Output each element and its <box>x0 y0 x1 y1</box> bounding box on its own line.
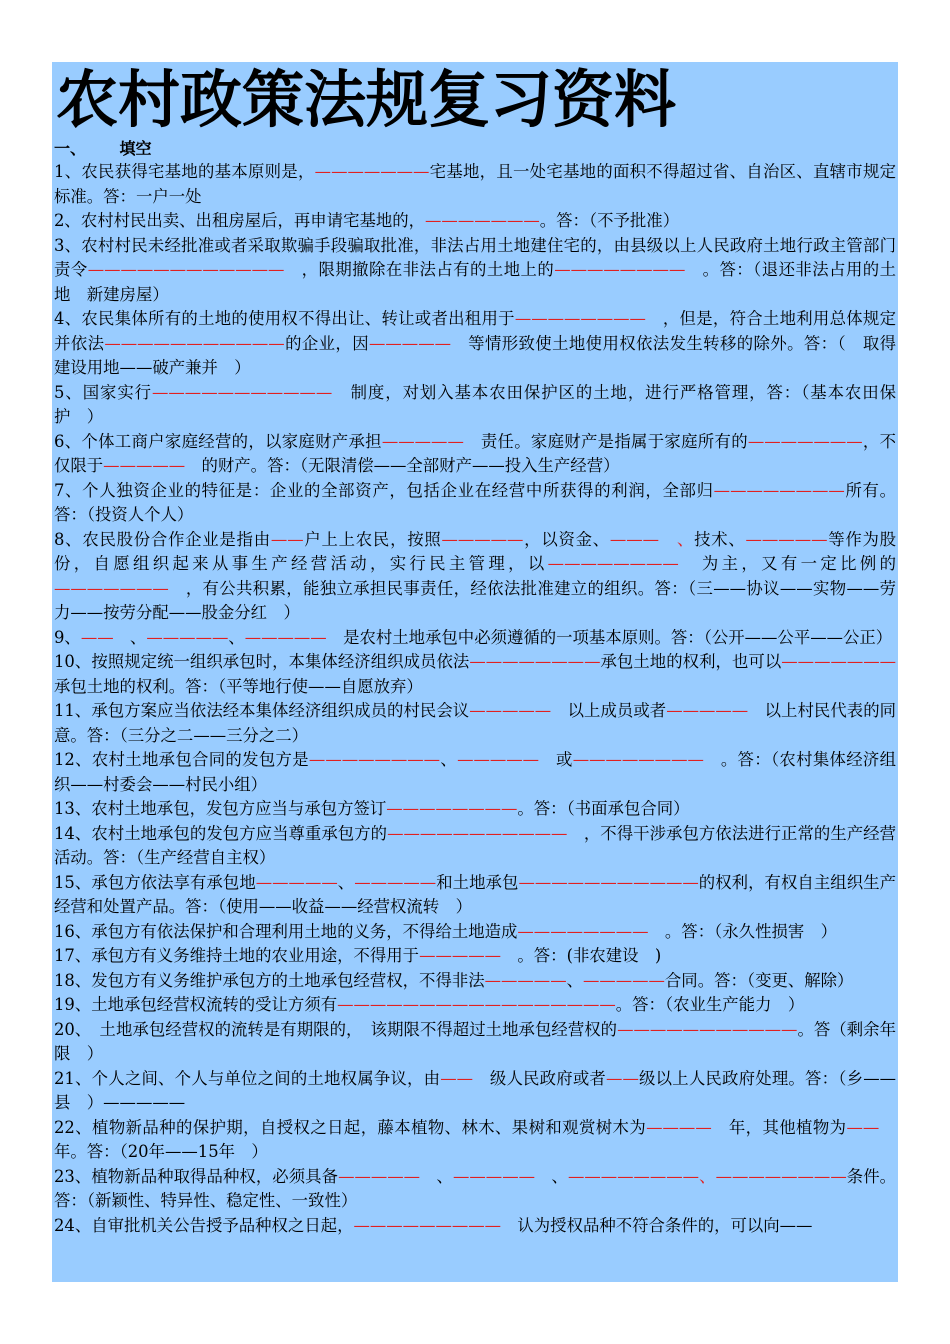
answer-blank: ——————————— <box>518 872 699 892</box>
question-text: 。答：（农业生产能力 ） <box>615 995 805 1014</box>
question-item <box>54 797 896 822</box>
question-text: 级人民政府或者 <box>473 1068 607 1088</box>
question-item <box>54 1018 896 1067</box>
question-text: 7、个人独资企业的特征是：企业的全部资产，包括企业在经营中所获得的利润，全部归 <box>54 480 714 500</box>
answer-blank: ———————— <box>514 309 646 328</box>
question-text: 。答（剩余年限 ） <box>54 1019 896 1063</box>
question-text: 23、植物新品种取得品种权，必须具备 <box>54 1166 339 1186</box>
question-text: 或 <box>539 750 573 769</box>
answer-blank: ————— <box>441 529 524 549</box>
question-item <box>54 969 896 994</box>
question-item <box>54 920 896 945</box>
answer-blank: ———————————— <box>87 260 285 279</box>
answer-blank: ————————、 <box>567 1166 716 1186</box>
question-text: 级以上人民政府处理。答：（乡——县 ）————— <box>54 1068 897 1112</box>
question-text: 、 <box>420 1166 454 1186</box>
question-item <box>54 479 896 528</box>
answer-blank: ——————— <box>54 578 169 598</box>
question-item <box>54 626 896 651</box>
question-text: 合同。答：（变更、解除） <box>664 970 854 990</box>
question-text: 14、农村土地承包的发包方应当尊重承包方的 <box>54 823 388 843</box>
question-text: 承包土地的权利，也可以 <box>600 652 782 671</box>
question-text <box>659 530 677 549</box>
answer-blank: ———————— <box>554 260 686 279</box>
answer-blank: ——————————— <box>152 382 333 402</box>
section-heading <box>52 138 898 160</box>
question-text: 、 <box>440 750 458 769</box>
question-text: ，不得干涉承包方依法进行正常的生产经营活动。答：（生产经营自主权） <box>54 823 897 867</box>
question-text: 。答：（永久性损害 ） <box>648 921 838 941</box>
answer-blank: 、 <box>676 529 695 549</box>
question-text: 。答：（农村集体经济组织——村委会——村民小组） <box>54 750 897 794</box>
question-text: 制度，对划入基本农田保护区的土地，进行严格管理，答：（基本农田保护 ） <box>54 382 896 426</box>
question-text: 18、发包方有义务维护承包方的土地承包经营权，不得非法 <box>54 970 485 990</box>
answer-blank: —— <box>270 529 304 549</box>
answer-blank: ———— <box>646 1117 712 1137</box>
answer-blank: ————— <box>338 1166 421 1186</box>
answer-blank: ——————— <box>747 431 863 451</box>
answer-blank: ————— <box>146 627 229 647</box>
question-text: 13、农村土地承包，发包方应当与承包方签订 <box>54 799 387 818</box>
question-text: 等情形致使土地使用权依法发生转移的除外。答：（ 取得建设用地——破产兼并 ） <box>54 333 897 377</box>
answer-blank: ————— <box>103 456 186 475</box>
answer-blank: ————— <box>666 701 749 720</box>
answer-blank: ————— <box>582 970 665 990</box>
question-text: 16、承包方有依法保护和合理利用土地的义务，不得给土地造成 <box>54 921 518 941</box>
answer-blank: ———————— <box>308 750 441 769</box>
answer-blank: ————— <box>419 946 502 965</box>
answer-blank: ————— <box>381 431 464 451</box>
answer-blank: ————— <box>255 872 338 892</box>
question-text: 以上成员或者 <box>551 701 667 720</box>
answer-blank: —— <box>440 1068 474 1088</box>
question-text: 6、个体工商户家庭经营的，以家庭财产承担 <box>54 431 382 451</box>
question-item <box>54 944 896 969</box>
question-item <box>54 993 896 1018</box>
section-label: 填空 <box>119 139 152 158</box>
answer-blank: ————— <box>453 1166 535 1186</box>
question-text: 认为授权品种不符合条件的，可以向—— <box>501 1215 813 1235</box>
question-text: 、 <box>534 1166 568 1186</box>
question-item <box>54 1116 896 1165</box>
answer-blank: ————— <box>354 872 437 892</box>
answer-blank: —— <box>606 1068 639 1088</box>
document-page <box>52 62 898 1282</box>
question-item <box>54 430 896 479</box>
answer-blank: ——————— <box>781 652 897 671</box>
question-item <box>54 699 896 748</box>
question-text: 技术、 <box>694 529 746 549</box>
question-text: 4、农民集体所有的土地的使用权不得出让、转让或者出租用于 <box>54 309 515 328</box>
answer-blank: ——————— <box>314 162 430 181</box>
question-text: 19、土地承包经营权流转的受让方须有 <box>54 995 338 1014</box>
answer-blank: ——————————— <box>387 823 568 843</box>
answer-blank: ————— <box>244 627 327 647</box>
answer-blank: ————— <box>457 750 540 769</box>
question-text: 8、农民股份合作企业是指由 <box>54 529 271 549</box>
question-text: 10、按照规定统一组织承包时，本集体经济组织成员依法 <box>54 652 470 671</box>
question-text: 2、农村村民出卖、出租房屋后，再申请宅基地的， <box>54 211 426 230</box>
question-item <box>54 1214 896 1239</box>
answer-blank: ———————— <box>572 750 704 769</box>
question-text: ，以资金、 <box>523 529 610 549</box>
question-text: 、 <box>566 970 583 990</box>
question-text: 24、自审批机关公告授予品种权之日起， <box>54 1215 354 1235</box>
question-text: 和土地承包 <box>436 872 519 892</box>
question-list <box>52 160 898 1238</box>
question-text: ，限期撤除在非法占有的土地上的 <box>284 260 555 279</box>
answer-blank: ————————— <box>353 1215 502 1235</box>
answer-blank: ———————— <box>517 921 649 941</box>
question-text: 的权利，有权自主组织生产经营和处置产品。答：（使用——收益——经营权流转 ） <box>54 872 897 916</box>
question-text: 以上村民代表的同意。答：（三分之二——三分之二） <box>54 701 897 745</box>
question-text: 责任。家庭财产是指属于家庭所有的 <box>463 431 748 451</box>
answer-blank: ———————— <box>469 652 601 671</box>
question-text: 、 <box>337 872 355 892</box>
question-text: 、 <box>228 627 245 647</box>
question-item <box>54 822 896 871</box>
question-item <box>54 307 896 381</box>
question-text: 的企业，因 <box>284 333 370 353</box>
answer-blank: ——————————— <box>104 333 285 353</box>
question-text: 9、 <box>54 627 81 647</box>
question-text: 条件。答：（新颖性、特异性、稳定性、一致性） <box>54 1166 897 1210</box>
question-item <box>54 381 896 430</box>
question-text: 承包土地的权利。答：（平等地行使——自愿放弃） <box>54 676 423 696</box>
answer-blank: ————— <box>369 333 451 353</box>
question-text: 3、农村村民未经批准或者采取欺骗手段骗取批准，非法占用土地建住宅的，由县级以上人民政府土地行政主管部门责令 <box>54 235 896 279</box>
section-number: 一、 <box>54 139 87 158</box>
question-text: ，不仅限于 <box>54 431 897 475</box>
question-item <box>54 1067 896 1116</box>
question-text: 所有。答：（投资人个人） <box>54 480 896 524</box>
question-text: 等作为股份，自愿组织起来从事生产经营活动，实行民主管理，以 <box>54 529 897 573</box>
question-text: 宅基地，且一处宅基地的面积不得超过省、自治区、直辖市规定标准。答：一户一处 <box>54 162 896 206</box>
question-item <box>54 1165 896 1214</box>
question-item <box>54 160 896 209</box>
question-text: 年。答：（20年——15年 ） <box>54 1117 897 1161</box>
question-text: 为主，又有一定比例的 <box>678 554 897 573</box>
question-text: 15、承包方依法享有承包地 <box>54 872 256 892</box>
document-title: 农村政策法规复习资料 <box>56 63 677 136</box>
question-text: 、 <box>113 627 147 647</box>
question-text: 5、国家实行 <box>54 382 153 402</box>
question-text: 的财产。答：（无限清偿——全部财产——投入生产经营） <box>185 456 620 475</box>
question-text: ，但是，符合土地利用总体规定并依法 <box>54 309 896 353</box>
question-text: 1、农民获得宅基地的基本原则是， <box>54 162 315 181</box>
question-text: 11、承包方案应当依法经本集体经济组织成员的村民会议 <box>54 701 470 720</box>
question-text: 20、 土地承包经营权的流转是有期限的， 该期限不得超过土地承包经营权的 <box>54 1019 618 1039</box>
answer-blank: ————— <box>484 970 567 990</box>
answer-blank: ——————— <box>425 211 540 230</box>
answer-blank: —— <box>80 627 114 647</box>
question-text: 。答：（书面承包合同） <box>517 799 690 818</box>
question-text: 是农村土地承包中必须遵循的一项基本原则。答：（公开——公平——公正） <box>326 627 893 647</box>
question-item <box>54 528 896 626</box>
question-item <box>54 234 896 308</box>
question-item <box>54 871 896 920</box>
answer-blank: ——— <box>609 529 660 549</box>
question-text: 22、植物新品种的保护期，自授权之日起，藤本植物、林木、果树和观赏树木为 <box>54 1117 647 1137</box>
question-text: 年，其他植物为 <box>711 1117 847 1137</box>
question-text: 。答：（不予批准） <box>539 211 680 230</box>
question-text: ，有公共积累，能独立承担民事责任，经依法批准建立的组织。答：（三——协议——实物——劳力——按劳分配——股金分红 ） <box>54 578 896 622</box>
question-item <box>54 209 896 234</box>
question-text: 17、承包方有义务维持土地的农业用途，不得用于 <box>54 946 420 965</box>
question-item <box>54 748 896 797</box>
question-text: 。答：(非农建设 ) <box>501 946 662 965</box>
answer-blank: ———————— <box>715 1166 847 1186</box>
answer-blank: ————————————————— <box>337 995 616 1014</box>
question-text: 户上上农民，按照 <box>303 529 442 549</box>
question-item <box>54 650 896 699</box>
question-text: 。答：（退还非法占用的土地 新建房屋） <box>54 260 897 304</box>
answer-blank: ———————— <box>713 480 845 500</box>
answer-blank: ————— <box>469 701 552 720</box>
question-text: 21、个人之间、个人与单位之间的土地权属争议，由 <box>54 1068 441 1088</box>
answer-blank: ————— <box>745 529 828 549</box>
answer-blank: ———————— <box>547 554 679 573</box>
answer-blank: —— <box>846 1117 880 1137</box>
answer-blank: ——————————— <box>617 1019 798 1039</box>
answer-blank: ———————— <box>386 799 518 818</box>
question-text: 12、农村土地承包合同的发包方是 <box>54 750 309 769</box>
